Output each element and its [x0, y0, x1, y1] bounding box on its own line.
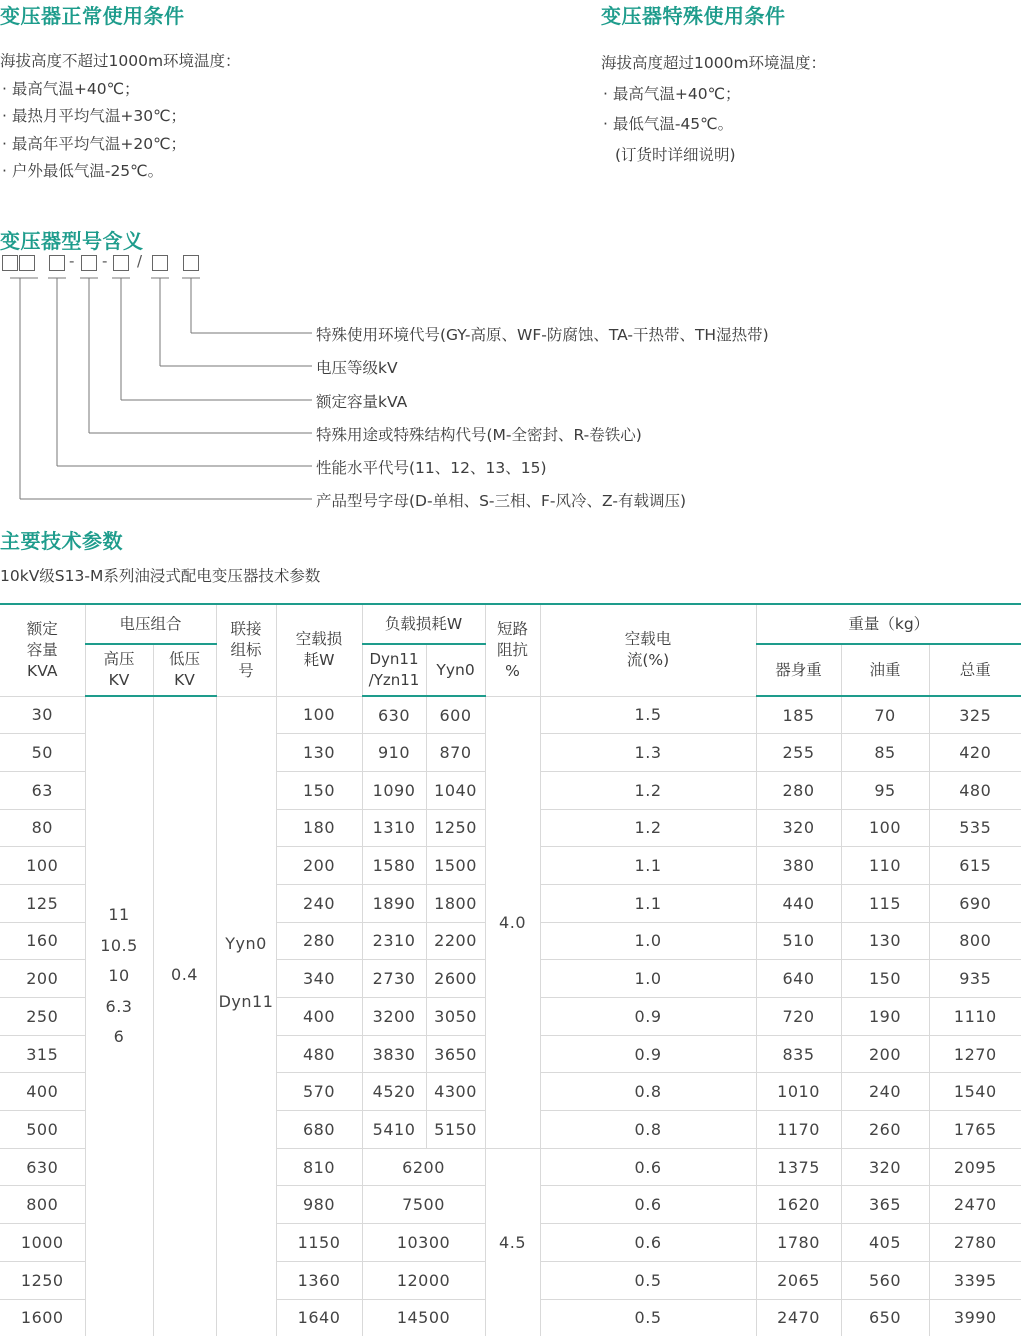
- cell-body-weight: 1620: [756, 1186, 841, 1224]
- cell-body-weight: 255: [756, 734, 841, 772]
- cell-load-loss-yyn: 600: [426, 696, 485, 734]
- cell-no-load-loss: 340: [276, 960, 362, 998]
- cell-no-load-current: 0.6: [540, 1148, 756, 1186]
- cell-no-load-current: 0.8: [540, 1111, 756, 1149]
- header-text: 低压 KV: [169, 650, 201, 689]
- cell-no-load-loss: 1360: [276, 1261, 362, 1299]
- cell-rated-capacity: 315: [0, 1035, 85, 1073]
- cell-load-loss: 7500: [362, 1186, 485, 1224]
- cell-no-load-loss: 240: [276, 884, 362, 922]
- header-low-voltage: [153, 644, 216, 696]
- cell-load-loss-dyn: 630: [362, 696, 426, 734]
- cell-rated-capacity: 200: [0, 960, 85, 998]
- cell-no-load-loss: 1150: [276, 1224, 362, 1262]
- tech-params-body: [0, 696, 1021, 1336]
- cell-body-weight: 1375: [756, 1148, 841, 1186]
- cell-body-weight: 1170: [756, 1111, 841, 1149]
- normal-condition-item: · 最高气温+40℃；: [2, 80, 140, 98]
- tech-params-title: 主要技术参数: [0, 529, 123, 553]
- cell-rated-capacity: 400: [0, 1073, 85, 1111]
- cell-load-loss-dyn: 1090: [362, 771, 426, 809]
- cell-total-weight: 1110: [929, 998, 1021, 1036]
- cell-oil-weight: 365: [841, 1186, 929, 1224]
- cell-total-weight: 2780: [929, 1224, 1021, 1262]
- cell-no-load-current: 1.2: [540, 809, 756, 847]
- cell-no-load-loss: 130: [276, 734, 362, 772]
- cell-rated-capacity: 100: [0, 847, 85, 885]
- cell-load-loss-dyn: 2310: [362, 922, 426, 960]
- cell-total-weight: 2470: [929, 1186, 1021, 1224]
- legend-performance-level: 性能水平代号(11、12、13、15): [316, 459, 547, 477]
- cell-rated-capacity: 500: [0, 1111, 85, 1149]
- legend-special-environment: 特殊使用环境代号(GY-高原、WF-防腐蚀、TA-干热带、TH湿热带): [316, 326, 769, 344]
- header-weight: 重量（kg）: [756, 604, 1021, 644]
- cell-no-load-loss: 570: [276, 1073, 362, 1111]
- cell-body-weight: 1780: [756, 1224, 841, 1262]
- cell-oil-weight: 260: [841, 1111, 929, 1149]
- cell-oil-weight: 200: [841, 1035, 929, 1073]
- cell-load-loss-dyn: 1310: [362, 809, 426, 847]
- cell-body-weight: 320: [756, 809, 841, 847]
- cell-impedance: 4.5: [485, 1148, 540, 1336]
- header-high-voltage: [85, 644, 153, 696]
- header-text: 额定 容量 KVA: [26, 619, 58, 680]
- cell-load-loss-yyn: 870: [426, 734, 485, 772]
- cell-rated-capacity: 1000: [0, 1224, 85, 1262]
- header-load-loss-dyn: [362, 644, 426, 696]
- cell-total-weight: 800: [929, 922, 1021, 960]
- cell-total-weight: 420: [929, 734, 1021, 772]
- table-row: [0, 696, 1021, 734]
- special-conditions-intro: 海拔高度超过1000m环境温度：: [601, 54, 827, 72]
- cell-rated-capacity: 250: [0, 998, 85, 1036]
- cell-connection-group: Yyn0 Dyn11: [216, 696, 276, 1336]
- cell-load-loss-yyn: 1250: [426, 809, 485, 847]
- cell-no-load-current: 0.5: [540, 1299, 756, 1336]
- cell-total-weight: 325: [929, 696, 1021, 734]
- cell-no-load-loss: 150: [276, 771, 362, 809]
- cell-body-weight: 835: [756, 1035, 841, 1073]
- cell-rated-capacity: 125: [0, 884, 85, 922]
- header-body-weight: 器身重: [756, 644, 841, 696]
- header-load-loss: 负载损耗W: [362, 604, 485, 644]
- cell-no-load-current: 1.1: [540, 847, 756, 885]
- cell-load-loss-yyn: 4300: [426, 1073, 485, 1111]
- cell-load-loss-yyn: 1040: [426, 771, 485, 809]
- cell-no-load-loss: 400: [276, 998, 362, 1036]
- cell-no-load-current: 1.2: [540, 771, 756, 809]
- cell-load-loss-yyn: 5150: [426, 1111, 485, 1149]
- cell-load-loss-yyn: 1500: [426, 847, 485, 885]
- model-code-connectors: [0, 270, 330, 505]
- cell-load-loss-yyn: 3650: [426, 1035, 485, 1073]
- header-text: 空载电 流(%): [624, 630, 672, 670]
- header-total-weight: 总重: [929, 644, 1021, 696]
- cell-body-weight: 2065: [756, 1261, 841, 1299]
- cell-no-load-current: 0.9: [540, 998, 756, 1036]
- cell-body-weight: 185: [756, 696, 841, 734]
- header-load-loss-yyn: Yyn0: [426, 644, 485, 696]
- tech-params-subtitle: 10kV级S13-M系列油浸式配电变压器技术参数: [0, 567, 321, 585]
- cell-load-loss: 10300: [362, 1224, 485, 1262]
- cell-oil-weight: 150: [841, 960, 929, 998]
- code-box: [113, 255, 129, 271]
- cell-oil-weight: 190: [841, 998, 929, 1036]
- special-conditions-title: 变压器特殊使用条件: [601, 4, 786, 28]
- normal-condition-item: · 户外最低气温-25℃。: [2, 162, 164, 180]
- code-separator: -: [102, 252, 108, 270]
- cell-load-loss-dyn: 1890: [362, 884, 426, 922]
- code-box: [49, 255, 65, 271]
- cell-rated-capacity: 630: [0, 1148, 85, 1186]
- normal-conditions-intro: 海拔高度不超过1000m环境温度：: [0, 52, 241, 70]
- header-no-load-loss: [276, 604, 362, 696]
- code-box: [19, 255, 35, 271]
- cell-total-weight: 2095: [929, 1148, 1021, 1186]
- cell-total-weight: 480: [929, 771, 1021, 809]
- cell-no-load-loss: 200: [276, 847, 362, 885]
- cell-rated-capacity: 160: [0, 922, 85, 960]
- cell-load-loss-dyn: 910: [362, 734, 426, 772]
- cell-no-load-loss: 100: [276, 696, 362, 734]
- cell-oil-weight: 110: [841, 847, 929, 885]
- legend-rated-capacity: 额定容量kVA: [316, 393, 408, 411]
- cell-no-load-current: 1.3: [540, 734, 756, 772]
- cell-load-loss-dyn: 5410: [362, 1111, 426, 1149]
- cell-oil-weight: 70: [841, 696, 929, 734]
- cell-no-load-current: 1.0: [540, 960, 756, 998]
- cell-load-loss-yyn: 2600: [426, 960, 485, 998]
- cell-load-loss-yyn: 2200: [426, 922, 485, 960]
- code-box: [183, 255, 199, 271]
- cell-load-loss: 12000: [362, 1261, 485, 1299]
- cell-rated-capacity: 80: [0, 809, 85, 847]
- cell-total-weight: 935: [929, 960, 1021, 998]
- cell-load-loss-dyn: 3200: [362, 998, 426, 1036]
- special-condition-item: · 最高气温+40℃；: [603, 85, 741, 103]
- normal-conditions-title: 变压器正常使用条件: [0, 4, 185, 28]
- cell-no-load-loss: 680: [276, 1111, 362, 1149]
- header-rated-capacity: [0, 604, 85, 696]
- cell-high-voltage: 11 10.5 10 6.3 6: [85, 696, 153, 1336]
- cell-rated-capacity: 800: [0, 1186, 85, 1224]
- cell-rated-capacity: 1250: [0, 1261, 85, 1299]
- cell-oil-weight: 115: [841, 884, 929, 922]
- cell-load-loss-dyn: 1580: [362, 847, 426, 885]
- cell-no-load-current: 1.1: [540, 884, 756, 922]
- cell-no-load-loss: 180: [276, 809, 362, 847]
- cell-oil-weight: 85: [841, 734, 929, 772]
- cell-load-loss: 6200: [362, 1148, 485, 1186]
- cell-rated-capacity: 30: [0, 696, 85, 734]
- header-text: 高压 KV: [103, 650, 135, 689]
- tech-params-table: [0, 603, 1021, 1336]
- cell-total-weight: 615: [929, 847, 1021, 885]
- cell-oil-weight: 320: [841, 1148, 929, 1186]
- code-separator: -: [69, 252, 75, 270]
- cell-load-loss-yyn: 1800: [426, 884, 485, 922]
- cell-load-loss-dyn: 2730: [362, 960, 426, 998]
- cell-total-weight: 690: [929, 884, 1021, 922]
- code-box: [152, 255, 168, 271]
- header-impedance: [485, 604, 540, 696]
- code-box: [2, 255, 18, 271]
- code-box: [81, 255, 97, 271]
- cell-no-load-current: 0.8: [540, 1073, 756, 1111]
- cell-no-load-current: 0.5: [540, 1261, 756, 1299]
- cell-oil-weight: 240: [841, 1073, 929, 1111]
- cell-body-weight: 2470: [756, 1299, 841, 1336]
- cell-no-load-current: 1.5: [540, 696, 756, 734]
- header-oil-weight: 油重: [841, 644, 929, 696]
- legend-product-letters: 产品型号字母(D-单相、S-三相、F-风冷、Z-有载调压): [316, 492, 687, 510]
- cell-oil-weight: 95: [841, 771, 929, 809]
- cell-load-loss: 14500: [362, 1299, 485, 1336]
- cell-oil-weight: 130: [841, 922, 929, 960]
- cell-total-weight: 1765: [929, 1111, 1021, 1149]
- cell-oil-weight: 100: [841, 809, 929, 847]
- cell-no-load-loss: 280: [276, 922, 362, 960]
- cell-load-loss-yyn: 3050: [426, 998, 485, 1036]
- cell-body-weight: 720: [756, 998, 841, 1036]
- cell-body-weight: 510: [756, 922, 841, 960]
- cell-low-voltage: 0.4: [153, 696, 216, 1336]
- normal-condition-item: · 最热月平均气温+30℃；: [2, 107, 186, 125]
- model-meaning-title: 变压器型号含义: [0, 229, 144, 253]
- legend-special-structure: 特殊用途或特殊结构代号(M-全密封、R-卷铁心): [316, 426, 642, 444]
- cell-rated-capacity: 63: [0, 771, 85, 809]
- header-text: 空载损 耗W: [295, 630, 343, 670]
- cell-rated-capacity: 50: [0, 734, 85, 772]
- cell-load-loss-dyn: 4520: [362, 1073, 426, 1111]
- cell-oil-weight: 650: [841, 1299, 929, 1336]
- special-conditions-note: (订货时详细说明): [615, 146, 736, 164]
- cell-total-weight: 1270: [929, 1035, 1021, 1073]
- cell-no-load-loss: 1640: [276, 1299, 362, 1336]
- header-text: 短路 阻抗 %: [497, 619, 529, 680]
- cell-load-loss-dyn: 3830: [362, 1035, 426, 1073]
- normal-condition-item: · 最高年平均气温+20℃；: [2, 135, 186, 153]
- cell-body-weight: 280: [756, 771, 841, 809]
- cell-oil-weight: 405: [841, 1224, 929, 1262]
- special-condition-item: · 最低气温-45℃。: [603, 115, 734, 133]
- legend-voltage-level: 电压等级kV: [316, 359, 398, 377]
- cell-no-load-loss: 480: [276, 1035, 362, 1073]
- cell-total-weight: 3990: [929, 1299, 1021, 1336]
- header-text: Dyn11 /Yzn11: [368, 650, 420, 689]
- header-voltage-combo: 电压组合: [85, 604, 216, 644]
- cell-total-weight: 535: [929, 809, 1021, 847]
- cell-no-load-current: 0.6: [540, 1186, 756, 1224]
- cell-total-weight: 1540: [929, 1073, 1021, 1111]
- header-text: 联接 组标 号: [230, 619, 262, 680]
- cell-rated-capacity: 1600: [0, 1299, 85, 1336]
- cell-body-weight: 380: [756, 847, 841, 885]
- header-connection-group: [216, 604, 276, 696]
- code-separator: /: [137, 252, 143, 270]
- cell-body-weight: 440: [756, 884, 841, 922]
- cell-body-weight: 1010: [756, 1073, 841, 1111]
- header-no-load-current: [540, 604, 756, 696]
- cell-impedance: 4.0: [485, 696, 540, 1148]
- cell-no-load-loss: 810: [276, 1148, 362, 1186]
- cell-oil-weight: 560: [841, 1261, 929, 1299]
- cell-total-weight: 3395: [929, 1261, 1021, 1299]
- cell-no-load-current: 0.9: [540, 1035, 756, 1073]
- cell-no-load-current: 0.6: [540, 1224, 756, 1262]
- cell-no-load-current: 1.0: [540, 922, 756, 960]
- cell-no-load-loss: 980: [276, 1186, 362, 1224]
- cell-body-weight: 640: [756, 960, 841, 998]
